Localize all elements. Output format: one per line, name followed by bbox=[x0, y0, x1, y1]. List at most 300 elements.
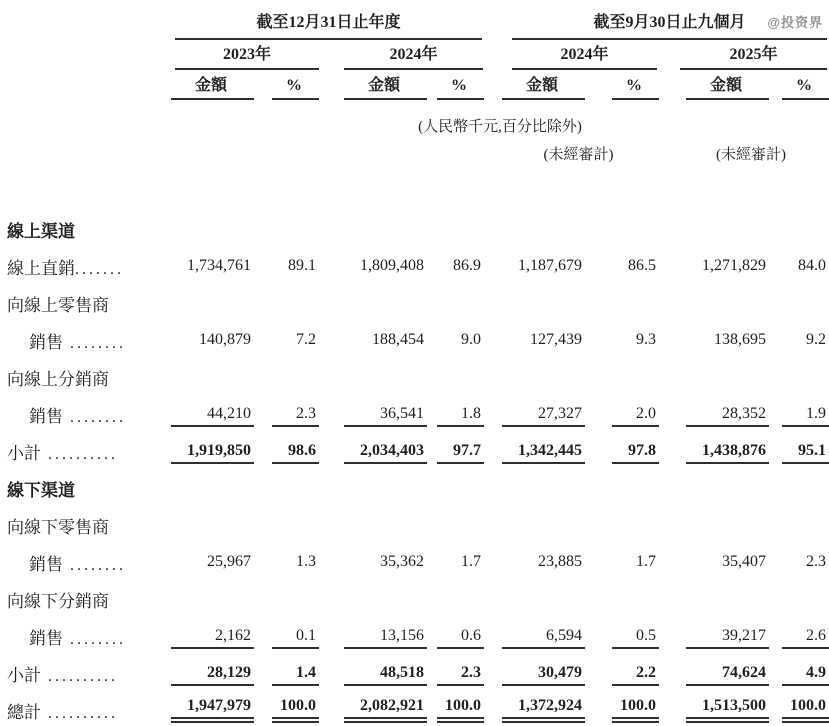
percent-value: 9.2 bbox=[806, 330, 827, 348]
percent-cell bbox=[585, 467, 659, 504]
amount-cell bbox=[659, 689, 769, 726]
amount-cell bbox=[484, 689, 585, 726]
amount-value: 28,352 bbox=[686, 405, 769, 427]
percent-cell bbox=[769, 356, 829, 393]
amount-value: 188,454 bbox=[372, 330, 424, 348]
year-9m-2024-label: 2024年 bbox=[512, 41, 657, 70]
row-label-cell bbox=[7, 319, 171, 356]
row-label: 銷售 bbox=[29, 407, 63, 426]
percent-cell bbox=[585, 245, 659, 282]
percent-header bbox=[585, 70, 659, 100]
amount-value: 36,541 bbox=[344, 405, 427, 427]
amount-cell bbox=[171, 356, 249, 393]
period-group-nine-months-label: 截至9月30日止九個月 bbox=[512, 4, 827, 40]
row-label: 線上直銷 bbox=[7, 259, 75, 278]
amount-cell bbox=[171, 689, 249, 726]
percent-cell bbox=[249, 393, 319, 430]
row-label-cell bbox=[7, 615, 171, 652]
amount-cell bbox=[319, 615, 427, 652]
percent-value bbox=[782, 381, 829, 385]
amount-cell bbox=[171, 282, 249, 319]
percent-value bbox=[612, 603, 659, 607]
amount-cell bbox=[484, 504, 585, 541]
percent-value bbox=[437, 603, 484, 607]
percent-value bbox=[272, 492, 319, 496]
row-label: 小計 bbox=[7, 444, 41, 463]
row-label: 向線下分銷商 bbox=[7, 592, 109, 611]
table-row-data bbox=[7, 541, 829, 578]
amount-value: 23,885 bbox=[538, 552, 583, 570]
percent-value: 0.1 bbox=[272, 627, 319, 649]
percent-value: 1.7 bbox=[461, 552, 482, 570]
amount-cell bbox=[319, 245, 427, 282]
row-label-cell bbox=[7, 245, 171, 282]
table-row-label bbox=[7, 578, 829, 615]
amount-value bbox=[502, 603, 585, 607]
amount-cell bbox=[171, 164, 249, 245]
table-row-data bbox=[7, 393, 829, 430]
percent-cell bbox=[249, 467, 319, 504]
unaudited-note: (未經審計) bbox=[543, 147, 614, 163]
amount-cell bbox=[171, 652, 249, 689]
percent-cell bbox=[585, 504, 659, 541]
row-label-cell bbox=[7, 282, 171, 319]
percent-cell bbox=[427, 356, 484, 393]
amount-cell bbox=[319, 652, 427, 689]
row-label: 向線上分銷商 bbox=[7, 370, 109, 389]
year-9m-2025-label: 2025年 bbox=[680, 41, 827, 70]
amount-value: 1,734,761 bbox=[187, 256, 251, 274]
percent-cell bbox=[585, 393, 659, 430]
row-label-cell bbox=[7, 578, 171, 615]
amount-cell bbox=[484, 356, 585, 393]
amount-cell bbox=[319, 541, 427, 578]
percent-value bbox=[437, 381, 484, 385]
percent-header bbox=[249, 70, 319, 100]
percent-value bbox=[437, 529, 484, 533]
percent-cell bbox=[249, 282, 319, 319]
amount-value bbox=[686, 492, 769, 496]
percent-value: 1.7 bbox=[636, 552, 657, 570]
amount-cell bbox=[659, 393, 769, 430]
amount-value bbox=[686, 381, 769, 385]
amount-value: 1,372,924 bbox=[502, 697, 585, 723]
amount-cell bbox=[171, 541, 249, 578]
amount-cell bbox=[319, 319, 427, 356]
percent-cell bbox=[427, 467, 484, 504]
table-row-total bbox=[7, 689, 829, 726]
amount-value bbox=[171, 492, 254, 496]
percent-header bbox=[427, 70, 484, 100]
percent-cell bbox=[585, 578, 659, 615]
row-label-cell bbox=[7, 430, 171, 467]
percent-value bbox=[272, 529, 319, 533]
year-9m-2024 bbox=[484, 40, 659, 70]
corner-cell bbox=[7, 4, 171, 40]
percent-value: 1.8 bbox=[437, 405, 484, 427]
leader-dots: ........ bbox=[63, 631, 126, 648]
percent-cell bbox=[427, 430, 484, 467]
row-label-cell bbox=[7, 393, 171, 430]
percent-value: 89.1 bbox=[288, 256, 316, 274]
percent-cell bbox=[585, 615, 659, 652]
percent-value: 2.6 bbox=[782, 627, 829, 649]
amount-cell bbox=[484, 578, 585, 615]
row-label: 線下渠道 bbox=[7, 481, 75, 500]
amount-cell bbox=[659, 578, 769, 615]
percent-cell bbox=[769, 319, 829, 356]
amount-value: 127,439 bbox=[530, 330, 583, 348]
percent-cell bbox=[769, 393, 829, 430]
percent-value: 98.6 bbox=[272, 442, 319, 464]
amount-value bbox=[344, 529, 427, 533]
year-2024-label: 2024年 bbox=[344, 41, 483, 70]
period-group-annual bbox=[171, 4, 484, 40]
amount-header-label: 金額 bbox=[502, 77, 585, 100]
percent-cell bbox=[427, 652, 484, 689]
amount-cell bbox=[484, 430, 585, 467]
year-2023 bbox=[171, 40, 319, 70]
percent-cell bbox=[249, 164, 319, 245]
amount-value: 44,210 bbox=[171, 405, 254, 427]
amount-cell bbox=[171, 578, 249, 615]
empty-cell bbox=[7, 100, 171, 138]
year-2023-label: 2023年 bbox=[175, 41, 319, 70]
row-label: 小計 bbox=[7, 666, 41, 685]
percent-value: 100.0 bbox=[272, 697, 319, 723]
percent-cell bbox=[769, 652, 829, 689]
amount-value: 2,034,403 bbox=[344, 442, 427, 464]
amount-value bbox=[502, 529, 585, 533]
percent-value: 2.3 bbox=[806, 552, 827, 570]
amount-value: 74,624 bbox=[686, 664, 769, 686]
amount-value: 140,879 bbox=[199, 330, 251, 348]
amount-value bbox=[344, 492, 427, 496]
amount-value: 1,919,850 bbox=[171, 442, 254, 464]
row-label-cell bbox=[7, 541, 171, 578]
table-row-data bbox=[7, 245, 829, 282]
units-note: (人民幣千元,百分比除外) bbox=[418, 119, 582, 135]
unaudited-note-row bbox=[7, 138, 829, 164]
leader-dots: .......... bbox=[41, 446, 118, 463]
percent-value bbox=[612, 492, 659, 496]
percent-cell bbox=[769, 164, 829, 245]
percent-value: 1.3 bbox=[296, 552, 316, 570]
amount-value bbox=[344, 381, 427, 385]
amount-cell bbox=[319, 430, 427, 467]
percent-header-label: % bbox=[782, 77, 829, 100]
amount-header-label: 金額 bbox=[344, 77, 427, 100]
percent-cell bbox=[769, 578, 829, 615]
percent-cell bbox=[769, 541, 829, 578]
amount-value bbox=[171, 307, 254, 311]
amount-cell bbox=[319, 504, 427, 541]
amount-cell bbox=[484, 615, 585, 652]
percent-value: 0.5 bbox=[612, 627, 659, 649]
amount-value bbox=[171, 381, 254, 385]
table-row-label bbox=[7, 504, 829, 541]
table-row-subtotal bbox=[7, 430, 829, 467]
percent-cell bbox=[427, 689, 484, 726]
percent-cell bbox=[585, 282, 659, 319]
amount-header bbox=[319, 70, 427, 100]
amount-value: 39,217 bbox=[686, 627, 769, 649]
percent-value bbox=[782, 307, 829, 311]
percent-cell bbox=[585, 652, 659, 689]
percent-header bbox=[769, 70, 829, 100]
amount-value: 1,342,445 bbox=[502, 442, 585, 464]
amount-value: 1,513,500 bbox=[686, 697, 769, 723]
amount-cell bbox=[484, 541, 585, 578]
amount-header bbox=[659, 70, 769, 100]
percent-value: 100.0 bbox=[612, 697, 659, 723]
amount-value bbox=[502, 492, 585, 496]
year-9m-2025 bbox=[659, 40, 829, 70]
empty-cell bbox=[7, 40, 171, 70]
percent-cell bbox=[249, 652, 319, 689]
amount-value: 30,479 bbox=[502, 664, 585, 686]
amount-cell bbox=[484, 393, 585, 430]
amount-cell bbox=[484, 652, 585, 689]
percent-value bbox=[437, 492, 484, 496]
amount-value: 27,327 bbox=[502, 405, 585, 427]
row-label: 總計 bbox=[7, 703, 41, 722]
percent-value: 2.3 bbox=[437, 664, 484, 686]
table-row-label bbox=[7, 282, 829, 319]
watermark: @投资界 bbox=[767, 15, 823, 30]
amount-value bbox=[171, 233, 254, 237]
table-row-data bbox=[7, 615, 829, 652]
percent-value: 100.0 bbox=[437, 697, 484, 723]
percent-cell bbox=[427, 615, 484, 652]
amount-value bbox=[686, 307, 769, 311]
percent-value: 4.9 bbox=[782, 664, 829, 686]
percent-value: 86.9 bbox=[453, 256, 482, 274]
percent-value bbox=[612, 529, 659, 533]
percent-value: 9.3 bbox=[636, 330, 657, 348]
revenue-by-channel-table bbox=[7, 4, 829, 726]
unaudited-note: (未經審計) bbox=[716, 147, 787, 163]
percent-value bbox=[612, 233, 659, 237]
table-row-label bbox=[7, 356, 829, 393]
amount-cell bbox=[319, 282, 427, 319]
table-body bbox=[7, 164, 829, 726]
amount-value: 13,156 bbox=[344, 627, 427, 649]
amount-value bbox=[171, 603, 254, 607]
percent-cell bbox=[427, 164, 484, 245]
amount-cell bbox=[171, 467, 249, 504]
percent-value bbox=[612, 381, 659, 385]
amount-header bbox=[484, 70, 585, 100]
percent-value bbox=[612, 307, 659, 311]
amount-value: 48,518 bbox=[344, 664, 427, 686]
percent-cell bbox=[249, 541, 319, 578]
row-label-cell bbox=[7, 504, 171, 541]
amount-value: 2,162 bbox=[171, 627, 254, 649]
percent-value: 84.0 bbox=[798, 256, 827, 274]
percent-header-label: % bbox=[437, 77, 484, 100]
row-label-cell bbox=[7, 652, 171, 689]
percent-value bbox=[272, 381, 319, 385]
leader-dots: ........ bbox=[63, 409, 126, 426]
amount-value bbox=[686, 603, 769, 607]
amount-cell bbox=[659, 282, 769, 319]
amount-cell bbox=[659, 164, 769, 245]
amount-header bbox=[171, 70, 249, 100]
row-label: 向線上零售商 bbox=[7, 296, 109, 315]
percent-cell bbox=[585, 541, 659, 578]
amount-cell bbox=[484, 245, 585, 282]
amount-value: 1,809,408 bbox=[360, 256, 424, 274]
percent-cell bbox=[427, 245, 484, 282]
amount-value bbox=[344, 603, 427, 607]
amount-value: 1,947,979 bbox=[171, 697, 254, 723]
amount-cell bbox=[319, 393, 427, 430]
percent-cell bbox=[249, 356, 319, 393]
amount-header-label: 金額 bbox=[171, 77, 254, 100]
year-2024 bbox=[319, 40, 484, 70]
percent-cell bbox=[249, 689, 319, 726]
amount-value: 1,271,829 bbox=[702, 256, 767, 274]
percent-value: 9.0 bbox=[461, 330, 482, 348]
units-note-row bbox=[7, 100, 829, 138]
amount-cell bbox=[659, 652, 769, 689]
amount-value: 6,594 bbox=[502, 627, 585, 649]
percent-value: 7.2 bbox=[296, 330, 316, 348]
leader-dots: .......... bbox=[41, 668, 118, 685]
percent-cell bbox=[769, 245, 829, 282]
percent-cell bbox=[427, 282, 484, 319]
amount-cell bbox=[171, 393, 249, 430]
amount-cell bbox=[171, 245, 249, 282]
percent-cell bbox=[585, 689, 659, 726]
amount-value bbox=[344, 307, 427, 311]
amount-value: 1,187,679 bbox=[518, 256, 583, 274]
percent-cell bbox=[427, 319, 484, 356]
amount-value: 35,362 bbox=[380, 552, 424, 570]
amount-cell bbox=[659, 541, 769, 578]
percent-cell bbox=[427, 541, 484, 578]
percent-cell bbox=[249, 615, 319, 652]
period-group-annual-label: 截至12月31日止年度 bbox=[175, 4, 482, 40]
percent-cell bbox=[427, 393, 484, 430]
percent-header-label: % bbox=[272, 77, 319, 100]
percent-cell bbox=[769, 467, 829, 504]
amount-cell bbox=[319, 164, 427, 245]
table-row-section bbox=[7, 164, 829, 245]
empty-cell bbox=[7, 138, 484, 164]
row-label: 銷售 bbox=[29, 333, 63, 352]
amount-value: 1,438,876 bbox=[686, 442, 769, 464]
amount-value: 28,129 bbox=[171, 664, 254, 686]
amount-value: 2,082,921 bbox=[344, 697, 427, 723]
percent-value: 2.2 bbox=[612, 664, 659, 686]
amount-value bbox=[686, 233, 769, 237]
amount-cell bbox=[484, 319, 585, 356]
percent-value: 86.5 bbox=[628, 256, 657, 274]
percent-value: 100.0 bbox=[782, 697, 829, 723]
row-label: 銷售 bbox=[29, 629, 63, 648]
amount-cell bbox=[659, 615, 769, 652]
percent-value: 2.0 bbox=[612, 405, 659, 427]
percent-value: 1.4 bbox=[272, 664, 319, 686]
amount-cell bbox=[319, 467, 427, 504]
amount-cell bbox=[659, 504, 769, 541]
table-row-data bbox=[7, 319, 829, 356]
percent-cell bbox=[585, 164, 659, 245]
percent-value: 95.1 bbox=[782, 442, 829, 464]
percent-cell bbox=[249, 504, 319, 541]
percent-cell bbox=[585, 356, 659, 393]
amount-value bbox=[344, 233, 427, 237]
amount-cell bbox=[319, 689, 427, 726]
year-header-row bbox=[7, 40, 829, 70]
percent-value: 97.7 bbox=[437, 442, 484, 464]
row-label: 銷售 bbox=[29, 555, 63, 574]
percent-cell bbox=[427, 504, 484, 541]
leader-dots: ........ bbox=[63, 557, 126, 574]
percent-value bbox=[782, 603, 829, 607]
amount-value bbox=[502, 307, 585, 311]
row-label-cell bbox=[7, 164, 171, 245]
row-label: 線上渠道 bbox=[7, 222, 75, 241]
amount-cell bbox=[484, 467, 585, 504]
percent-value bbox=[272, 233, 319, 237]
amount-cell bbox=[484, 164, 585, 245]
percent-value bbox=[272, 603, 319, 607]
empty-cell bbox=[7, 70, 171, 100]
row-label-cell bbox=[7, 467, 171, 504]
amount-cell bbox=[319, 356, 427, 393]
amount-header-label: 金額 bbox=[686, 77, 769, 100]
leader-dots: ........ bbox=[63, 335, 126, 352]
percent-value bbox=[437, 307, 484, 311]
percent-cell bbox=[249, 319, 319, 356]
amount-value bbox=[502, 233, 585, 237]
percent-value bbox=[782, 492, 829, 496]
percent-cell bbox=[249, 578, 319, 615]
amount-value bbox=[686, 529, 769, 533]
percent-value: 1.9 bbox=[782, 405, 829, 427]
amount-cell bbox=[171, 430, 249, 467]
amount-cell bbox=[659, 319, 769, 356]
percent-cell bbox=[769, 615, 829, 652]
percent-cell bbox=[585, 430, 659, 467]
table-row-subtotal bbox=[7, 652, 829, 689]
row-label: 向線下零售商 bbox=[7, 518, 109, 537]
amount-cell bbox=[659, 356, 769, 393]
row-label-cell bbox=[7, 689, 171, 726]
amount-value bbox=[502, 381, 585, 385]
percent-cell bbox=[769, 504, 829, 541]
percent-header-label: % bbox=[612, 77, 659, 100]
amount-cell bbox=[171, 615, 249, 652]
amount-value: 35,407 bbox=[722, 552, 767, 570]
percent-cell bbox=[769, 430, 829, 467]
percent-value bbox=[782, 233, 829, 237]
percent-cell bbox=[585, 319, 659, 356]
amount-cell bbox=[319, 578, 427, 615]
percent-cell bbox=[249, 245, 319, 282]
amount-cell bbox=[659, 430, 769, 467]
amount-value bbox=[171, 529, 254, 533]
percent-value: 97.8 bbox=[612, 442, 659, 464]
amount-value: 25,967 bbox=[207, 552, 251, 570]
period-header-row bbox=[7, 4, 829, 40]
percent-value bbox=[272, 307, 319, 311]
amount-cell bbox=[659, 245, 769, 282]
metric-header-row bbox=[7, 70, 829, 100]
